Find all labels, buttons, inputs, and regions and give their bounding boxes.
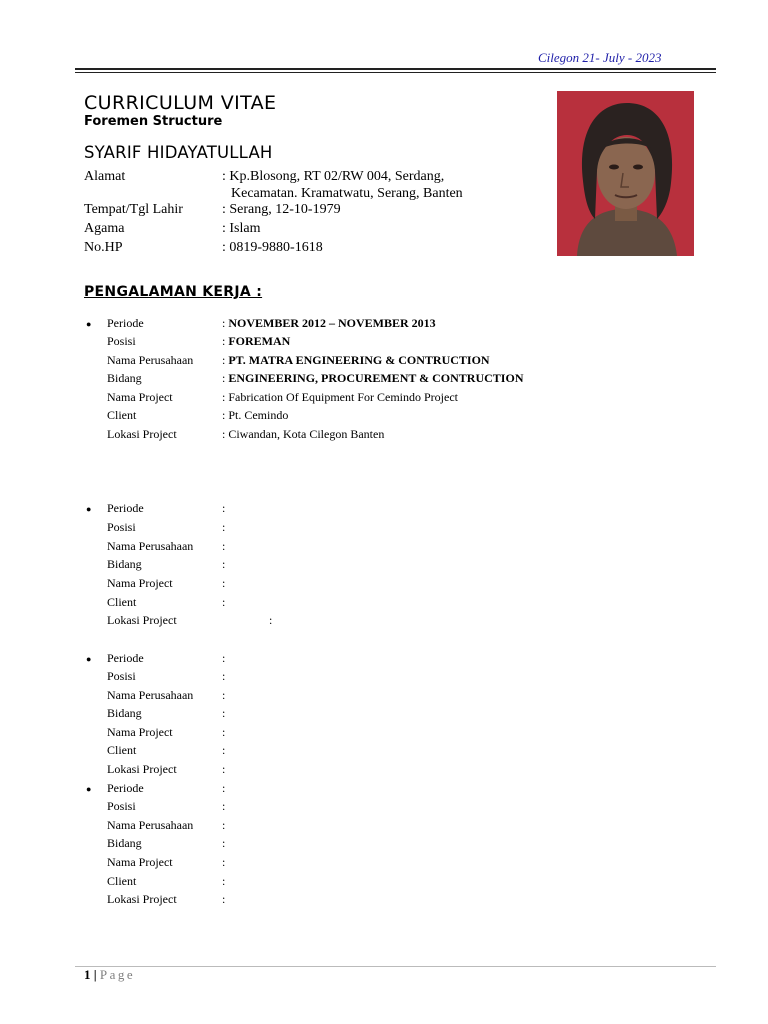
portrait-illustration	[557, 91, 694, 256]
header-rule	[75, 68, 716, 70]
exp-value-nama-perusahaan: :	[222, 539, 226, 553]
personal-value-agama: : Islam	[222, 221, 261, 236]
exp-label-lokasi-project: Lokasi Project	[107, 427, 177, 441]
exp-value-posisi: : FOREMAN	[222, 334, 291, 348]
page-footer	[84, 967, 135, 983]
profile-photo	[557, 91, 694, 256]
exp-value-bidang: :	[222, 706, 226, 720]
exp-value-posisi: :	[222, 669, 226, 683]
exp-value-client: : Pt. Cemindo	[222, 408, 289, 422]
bullet-icon: ●	[86, 784, 92, 794]
exp-value-periode: :	[222, 651, 226, 665]
exp-label-periode: Periode	[107, 781, 144, 795]
exp-label-lokasi-project: Lokasi Project	[107, 762, 177, 776]
exp-value-nama-perusahaan: :	[222, 818, 226, 832]
exp-value-lokasi-project: :	[269, 613, 273, 627]
exp-label-posisi: Posisi	[107, 520, 136, 534]
exp-value-nama-perusahaan: :	[222, 688, 226, 702]
exp-value-nama-project: :	[222, 725, 226, 739]
exp-value-lokasi-project: :	[222, 892, 226, 906]
exp-value-periode: :	[222, 501, 226, 515]
header-rule-thin	[75, 72, 716, 73]
exp-label-client: Client	[107, 874, 137, 888]
exp-value-periode: : NOVEMBER 2012 – NOVEMBER 2013	[222, 316, 436, 330]
personal-value-alamat: : Kp.Blosong, RT 02/RW 004, Serdang,	[222, 169, 445, 184]
exp-label-client: Client	[107, 595, 137, 609]
exp-value-nama-project: : Fabrication Of Equipment For Cemindo Project	[222, 390, 458, 404]
exp-label-nama-project: Nama Project	[107, 855, 173, 869]
exp-label-periode: Periode	[107, 316, 144, 330]
exp-value-lokasi-project: :	[222, 762, 226, 776]
exp-label-bidang: Bidang	[107, 836, 142, 850]
exp-label-posisi: Posisi	[107, 799, 136, 813]
exp-value-posisi: :	[222, 799, 226, 813]
exp-label-bidang: Bidang	[107, 371, 142, 385]
person-name: SYARIF HIDAYATULLAH	[84, 143, 273, 162]
date-line: Cilegon 21- July - 2023	[538, 50, 662, 65]
exp-label-client: Client	[107, 408, 137, 422]
exp-value-client: :	[222, 874, 226, 888]
exp-label-client: Client	[107, 743, 137, 757]
bullet-icon: ●	[86, 504, 92, 514]
exp-value-lokasi-project: : Ciwandan, Kota Cilegon Banten	[222, 427, 385, 441]
exp-label-nama-perusahaan: Nama Perusahaan	[107, 688, 194, 702]
bullet-icon: ●	[86, 654, 92, 664]
personal-label-nohp: No.HP	[84, 240, 123, 255]
exp-value-bidang: :	[222, 557, 226, 571]
exp-label-bidang: Bidang	[107, 557, 142, 571]
exp-label-nama-project: Nama Project	[107, 725, 173, 739]
footer-rule	[75, 966, 716, 967]
personal-value-nohp: : 0819-9880-1618	[222, 240, 323, 255]
exp-label-nama-project: Nama Project	[107, 390, 173, 404]
exp-value-nama-project: :	[222, 576, 226, 590]
exp-label-lokasi-project: Lokasi Project	[107, 892, 177, 906]
exp-label-nama-perusahaan: Nama Perusahaan	[107, 539, 194, 553]
cv-subtitle: Foremen Structure	[84, 114, 223, 129]
personal-value-alamat-line2: Kecamatan. Kramatwatu, Serang, Banten	[231, 186, 463, 201]
exp-label-posisi: Posisi	[107, 669, 136, 683]
personal-label-tempat-tgl-lahir: Tempat/Tgl Lahir	[84, 202, 183, 217]
exp-label-nama-perusahaan: Nama Perusahaan	[107, 353, 194, 367]
personal-value-tempat-tgl-lahir: : Serang, 12-10-1979	[222, 202, 341, 217]
cv-title: CURRICULUM VITAE	[84, 92, 277, 114]
bullet-icon: ●	[86, 319, 92, 329]
experience-heading: PENGALAMAN KERJA :	[84, 284, 263, 300]
exp-value-bidang: : ENGINEERING, PROCUREMENT & CONTRUCTION	[222, 371, 524, 385]
exp-label-nama-perusahaan: Nama Perusahaan	[107, 818, 194, 832]
exp-value-posisi: :	[222, 520, 226, 534]
page-label: Page	[99, 967, 136, 982]
exp-value-client: :	[222, 743, 226, 757]
exp-label-lokasi-project: Lokasi Project	[107, 613, 177, 627]
exp-value-bidang: :	[222, 836, 226, 850]
exp-label-periode: Periode	[107, 501, 144, 515]
exp-label-periode: Periode	[107, 651, 144, 665]
exp-value-nama-project: :	[222, 855, 226, 869]
exp-value-client: :	[222, 595, 226, 609]
exp-label-posisi: Posisi	[107, 334, 136, 348]
page-separator: |	[90, 967, 100, 982]
exp-label-bidang: Bidang	[107, 706, 142, 720]
personal-label-alamat: Alamat	[84, 169, 126, 184]
page-number: 1	[84, 967, 91, 982]
exp-label-nama-project: Nama Project	[107, 576, 173, 590]
personal-label-agama: Agama	[84, 221, 125, 236]
exp-value-nama-perusahaan: : PT. MATRA ENGINEERING & CONTRUCTION	[222, 353, 490, 367]
exp-value-periode: :	[222, 781, 226, 795]
